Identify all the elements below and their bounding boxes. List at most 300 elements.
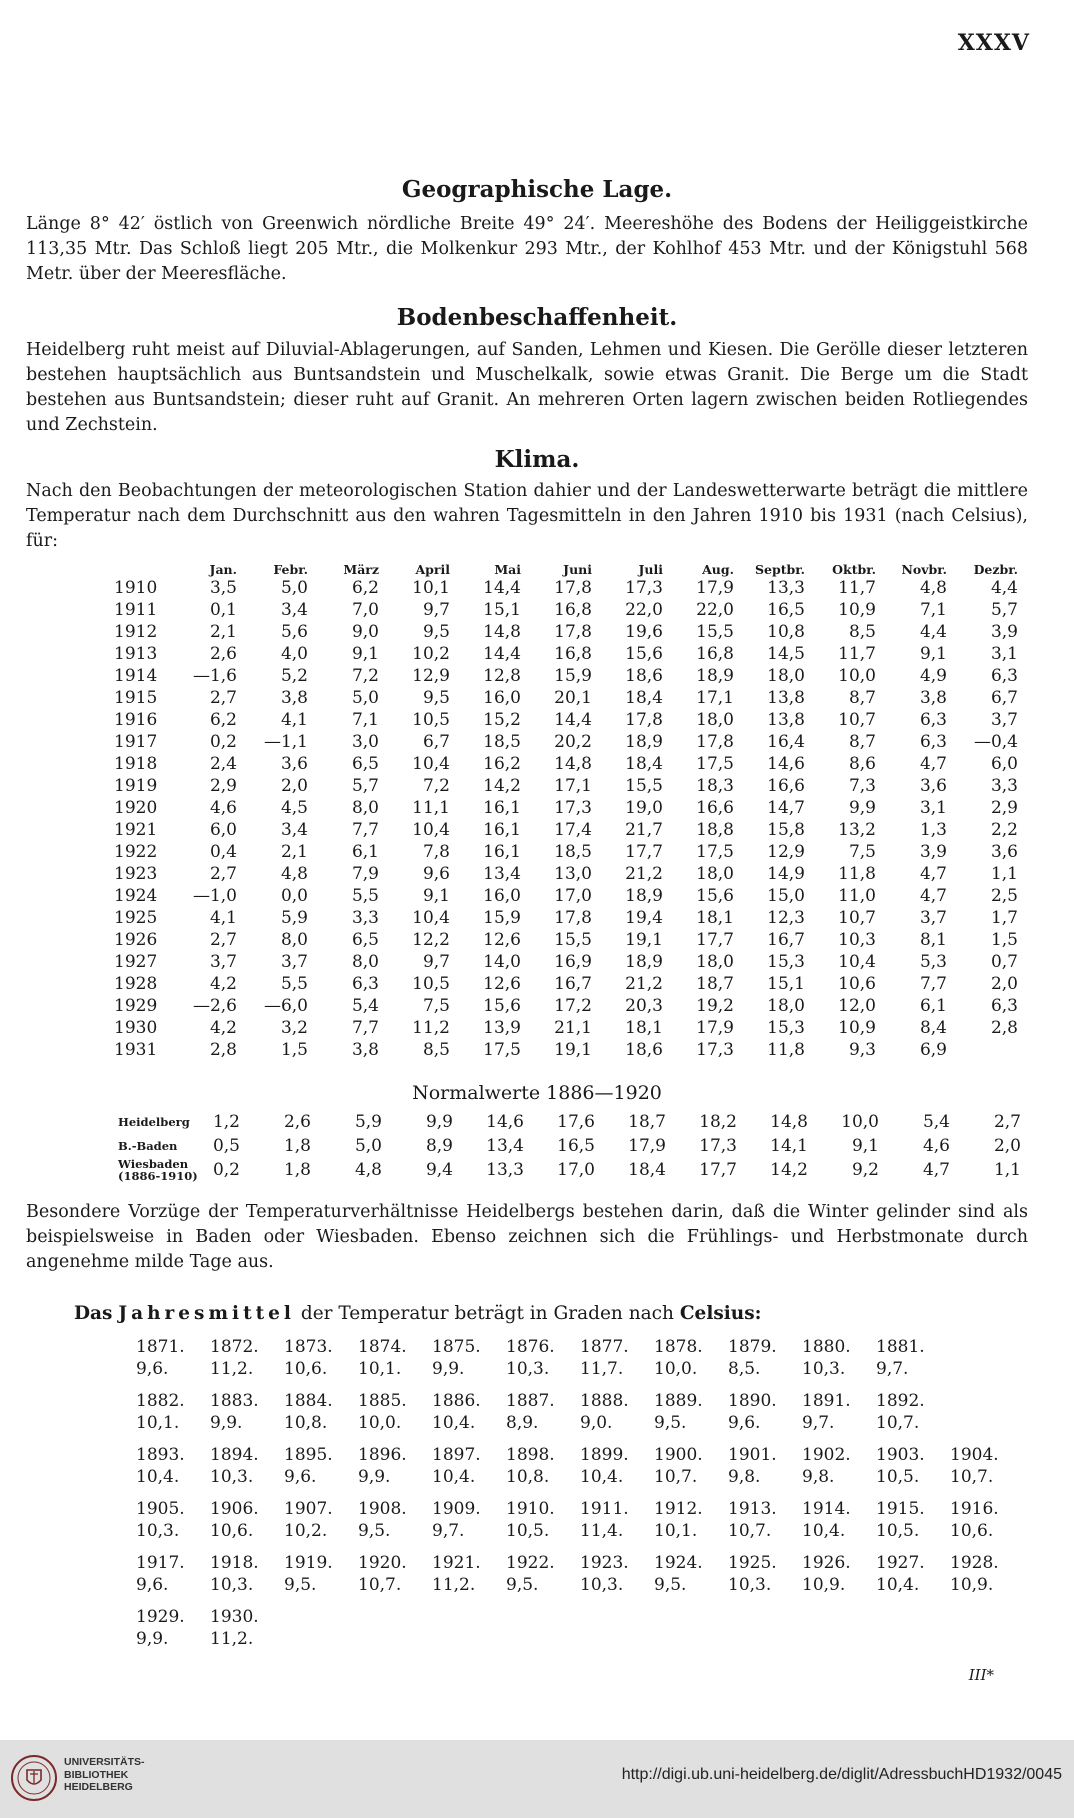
temperature-cell: 18,0 [696,864,734,884]
annual-year: 1929. [136,1607,185,1627]
temperature-cell: 6,2 [351,578,379,598]
temperature-cell: 3,1 [919,798,947,818]
annual-mean-value: 10,4. [802,1521,846,1541]
normal-values-row [118,1110,1021,1134]
temperature-cell: —0,4 [973,732,1018,752]
year-cell: 1930 [114,1018,158,1038]
normal-value-cell: 4,6 [922,1136,950,1156]
annual-year: 1926. [802,1553,851,1573]
temperature-cell: 8,0 [351,952,379,972]
temperature-cell: 7,7 [919,974,947,994]
annual-value-row [136,1628,1024,1650]
annual-mean-group [136,1444,1024,1488]
paragraph-bodenbeschaffenheit: Heidelberg ruht meist auf Diluvial-Ablagerungen, auf Sanden, Lehmen und Kiesen. Die Gerölle dieser letzteren bestehen hauptsächlich aus Buntsandstein und Muschelkalk, sowie etwas Granit. Die Berge um die Stadt bestehen aus Buntsandstein; dieser ruht auf Granit. An mehreren Orten lagern zwischen beiden Rotliegendes und Zechstein. [26,340,1028,435]
temperature-cell: 16,0 [483,688,521,708]
station-label-cell [118,1110,204,1134]
temperature-row [114,775,1018,797]
temperature-cell: 14,6 [767,754,805,774]
annual-mean-value: 11,2. [210,1359,254,1379]
annual-mean-value: 10,6. [210,1521,254,1541]
annual-year: 1911. [580,1499,629,1519]
year-cell: 1928 [114,974,158,994]
normal-values-row [118,1134,1021,1158]
annual-year: 1918. [210,1553,259,1573]
temperature-cell: 17,8 [554,578,592,598]
annual-mean-value: 10,5. [506,1521,550,1541]
temperature-cell: 7,5 [422,996,450,1016]
annual-year-row [136,1444,1024,1466]
temperature-cell: 12,0 [838,996,876,1016]
month-header: Juli [638,562,663,577]
annual-year: 1912. [654,1499,703,1519]
temperature-cell: 3,7 [919,908,947,928]
annual-year: 1903. [876,1445,925,1465]
signature-mark: III* [968,1666,994,1684]
year-cell: 1925 [114,908,158,928]
annual-year: 1896. [358,1445,407,1465]
temperature-cell: 6,5 [351,930,379,950]
temperature-cell: 2,6 [209,644,237,664]
temperature-cell: 4,8 [919,578,947,598]
temperature-row [114,709,1018,731]
normal-value-cell: 14,2 [770,1160,808,1180]
temperature-cell: 3,7 [209,952,237,972]
annual-value-row [136,1520,1024,1542]
temperature-cell: 20,1 [554,688,592,708]
temperature-cell: 4,7 [919,754,947,774]
normal-value-cell: 2,7 [993,1112,1021,1132]
temperature-cell: 4,0 [280,644,308,664]
temperature-cell: 6,2 [209,710,237,730]
normal-value-cell: 13,3 [486,1160,524,1180]
temperature-cell: 16,9 [554,952,592,972]
temperature-row [114,599,1018,621]
temperature-cell: 11,0 [838,886,876,906]
temperature-cell: 16,2 [483,754,521,774]
temperature-cell: 10,4 [412,908,450,928]
annual-mean-value: 11,4. [580,1521,624,1541]
month-header: März [343,562,379,577]
year-cell: 1918 [114,754,158,774]
annual-mean-value: 10,1. [654,1521,698,1541]
temperature-cell: 0,7 [990,952,1018,972]
temperature-cell: 15,6 [483,996,521,1016]
annual-value-row [136,1466,1024,1488]
year-cell: 1929 [114,996,158,1016]
temperature-cell: 20,2 [554,732,592,752]
temperature-cell: 2,1 [209,622,237,642]
annual-year: 1925. [728,1553,777,1573]
temperature-cell: 1,5 [280,1040,308,1060]
temperature-cell: 16,1 [483,820,521,840]
station-sublabel: (1886-1910) [118,1169,198,1183]
temperature-cell: 3,9 [919,842,947,862]
normal-value-cell: 14,8 [770,1112,808,1132]
year-cell: 1915 [114,688,158,708]
annual-year: 1877. [580,1337,629,1357]
normal-value-cell: 5,9 [354,1112,382,1132]
temperature-cell: 18,5 [483,732,521,752]
annual-year: 1885. [358,1391,407,1411]
normal-value-cell: 17,6 [557,1112,595,1132]
normal-value-cell: 18,2 [699,1112,737,1132]
temperature-cell: 11,7 [838,644,876,664]
temperature-row [114,621,1018,643]
annual-mean-value: 9,9. [210,1413,243,1433]
annual-value-row [136,1574,1024,1596]
heading-klima: Klima. [494,446,580,473]
annual-mean-value: 9,0. [580,1413,613,1433]
temperature-cell: 14,5 [767,644,805,664]
annual-year: 1908. [358,1499,407,1519]
temperature-cell: 10,2 [412,644,450,664]
annual-year-row [136,1552,1024,1574]
temperature-cell: 7,5 [848,842,876,862]
temperature-cell: 0,2 [209,732,237,752]
temperature-row [114,863,1018,885]
temperature-cell: 11,8 [838,864,876,884]
annual-year: 1878. [654,1337,703,1357]
temperature-cell: 11,1 [412,798,450,818]
temperature-cell: 4,9 [919,666,947,686]
temperature-cell: 2,8 [990,1018,1018,1038]
temperature-row [114,819,1018,841]
annual-year: 1914. [802,1499,851,1519]
annual-title-spaced: Jahresmittel [118,1303,295,1324]
month-header: Jan. [209,562,237,577]
annual-year: 1894. [210,1445,259,1465]
annual-title-end: Celsius: [679,1303,762,1324]
temperature-cell: 18,9 [625,952,663,972]
annual-year: 1924. [654,1553,703,1573]
temperature-cell: 10,7 [838,908,876,928]
temperature-cell: 16,6 [696,798,734,818]
temperature-cell: 18,1 [696,908,734,928]
annual-year: 1898. [506,1445,555,1465]
temperature-cell: 13,0 [554,864,592,884]
annual-year: 1890. [728,1391,777,1411]
temperature-cell: 2,2 [990,820,1018,840]
temperature-row [114,929,1018,951]
annual-year: 1927. [876,1553,925,1573]
temperature-cell: 5,3 [919,952,947,972]
temperature-cell: 10,4 [412,820,450,840]
temperature-cell: 17,9 [696,578,734,598]
temperature-cell: 13,2 [838,820,876,840]
temperature-cell: 4,1 [280,710,308,730]
normal-values-table [118,1110,1021,1182]
temperature-cell: 15,9 [554,666,592,686]
temperature-cell: 3,7 [990,710,1018,730]
temperature-cell: 21,7 [625,820,663,840]
temperature-cell: 12,3 [767,908,805,928]
temperature-cell: 7,2 [422,776,450,796]
temperature-row [114,951,1018,973]
annual-year: 1876. [506,1337,555,1357]
year-cell: 1910 [114,578,158,598]
temperature-cell: 1,5 [990,930,1018,950]
temperature-cell: 22,0 [696,600,734,620]
normal-value-cell: 9,1 [851,1136,879,1156]
temperature-cell: 15,1 [767,974,805,994]
temperature-cell: 7,7 [351,1018,379,1038]
temperature-cell: 15,6 [696,886,734,906]
year-cell: 1921 [114,820,158,840]
temperature-cell: 6,1 [919,996,947,1016]
year-cell: 1916 [114,710,158,730]
temperature-cell: 21,1 [554,1018,592,1038]
temperature-cell: 2,0 [990,974,1018,994]
annual-mean-value: 9,5. [284,1575,317,1595]
temperature-cell: 12,2 [412,930,450,950]
annual-mean-value: 8,5. [728,1359,761,1379]
temperature-cell: —1,1 [263,732,308,752]
temperature-cell: 6,7 [422,732,450,752]
temperature-cell: 8,5 [848,622,876,642]
annual-mean-value: 10,3. [728,1575,772,1595]
temperature-cell: 4,4 [919,622,947,642]
temperature-cell: 22,0 [625,600,663,620]
normal-value-cell: 5,4 [922,1112,950,1132]
temperature-cell: 17,5 [483,1040,521,1060]
temperature-cell: 3,4 [280,600,308,620]
annual-mean-value: 9,7. [432,1521,465,1541]
temperature-cell: 12,9 [767,842,805,862]
university-seal-icon [10,1754,58,1802]
temperature-cell: 12,6 [483,930,521,950]
annual-mean-value: 9,5. [654,1575,687,1595]
temperature-cell: 9,7 [422,952,450,972]
temperature-cell: 8,6 [848,754,876,774]
annual-year-row [136,1606,1024,1628]
temperature-cell: 17,7 [696,930,734,950]
paragraph-klima: Nach den Beobachtungen der meteorologischen Station dahier und der Landeswetterwarte beträgt die mittlere Temperatur nach dem Durchschnitt aus den wahren Tagesmitteln in den Jahren 1910 bis 1931 (nach Celsius), für: [26,481,1028,551]
annual-year: 1889. [654,1391,703,1411]
month-header: Septbr. [754,562,805,577]
temperature-cell: 2,9 [990,798,1018,818]
paragraph-geographische-lage: Länge 8° 42′ östlich von Greenwich nördliche Breite 49° 24′. Meereshöhe des Bodens der Heiliggeistkirche 113,35 Mtr. Das Schloß liegt 205 Mtr., die Molkenkur 293 Mtr., der Kohlhof 453 Mtr. und der Königstuhl 568 Metr. über der Meeresfläche. [26,214,1028,284]
page-number: XXXV [957,30,1030,56]
annual-mean-value: 9,8. [802,1467,835,1487]
temperature-cell: 16,0 [483,886,521,906]
temperature-cell: 5,7 [990,600,1018,620]
normal-values-row [118,1158,1021,1182]
temperature-cell: 19,4 [625,908,663,928]
temperature-cell: 3,4 [280,820,308,840]
temperature-cell: 11,8 [767,1040,805,1060]
annual-mean-value: 10,3. [210,1467,254,1487]
temperature-cell: 17,3 [625,578,663,598]
annual-year: 1875. [432,1337,481,1357]
temperature-cell: —1,6 [192,666,237,686]
normal-values-title: Normalwerte 1886—1920 [412,1082,662,1104]
annual-year: 1884. [284,1391,333,1411]
annual-year: 1907. [284,1499,333,1519]
annual-year: 1930. [210,1607,259,1627]
year-cell: 1926 [114,930,158,950]
annual-mean-value: 10,5. [876,1521,920,1541]
annual-mean-value: 10,3. [136,1521,180,1541]
temperature-cell: 18,7 [696,974,734,994]
temperature-cell: 10,0 [838,666,876,686]
year-cell: 1919 [114,776,158,796]
temperature-cell: 3,3 [990,776,1018,796]
annual-mean-value: 10,1. [358,1359,402,1379]
temperature-cell: 13,4 [483,864,521,884]
temperature-cell: 9,0 [351,622,379,642]
temperature-cell: 2,9 [209,776,237,796]
annual-mean-value: 9,6. [136,1575,169,1595]
temperature-cell: 16,6 [767,776,805,796]
temperature-cell: 17,4 [554,820,592,840]
temperature-cell: 6,3 [990,666,1018,686]
month-header: Oktbr. [832,562,876,577]
temperature-cell: 19,1 [554,1040,592,1060]
temperature-cell: 10,8 [767,622,805,642]
temperature-cell: 14,7 [767,798,805,818]
temperature-cell: 2,7 [209,864,237,884]
temperature-cell: 18,9 [696,666,734,686]
library-name-line: BIBLIOTHEK [64,1768,129,1781]
annual-year: 1920. [358,1553,407,1573]
temperature-cell: 5,6 [280,622,308,642]
station-label: Heidelberg [118,1115,190,1129]
temperature-cell: 21,2 [625,974,663,994]
annual-year: 1916. [950,1499,999,1519]
annual-year: 1902. [802,1445,851,1465]
annual-mean-value: 10,3. [210,1575,254,1595]
temperature-cell: 8,4 [919,1018,947,1038]
annual-year: 1888. [580,1391,629,1411]
temperature-cell: 15,5 [625,776,663,796]
temperature-cell: 17,8 [625,710,663,730]
temperature-cell: 17,8 [696,732,734,752]
annual-year: 1893. [136,1445,185,1465]
month-header: Aug. [702,562,734,577]
temperature-cell: 0,4 [209,842,237,862]
month-header: Febr. [273,562,308,577]
year-cell: 1931 [114,1040,158,1060]
month-header: April [415,562,450,577]
temperature-cell: 15,6 [625,644,663,664]
annual-year-row [136,1390,1024,1412]
year-cell: 1912 [114,622,158,642]
annual-mean-value: 10,3. [506,1359,550,1379]
annual-mean-value: 8,9. [506,1413,539,1433]
annual-mean-value: 9,8. [728,1467,761,1487]
source-url-link[interactable]: http://digi.ub.uni-heidelberg.de/diglit/AdressbuchHD1932/0045 [621,1766,1062,1783]
annual-year: 1874. [358,1337,407,1357]
temperature-cell: 9,9 [848,798,876,818]
temperature-cell: 16,1 [483,842,521,862]
annual-mean-value: 10,2. [284,1521,328,1541]
temperature-cell: 4,4 [990,578,1018,598]
annual-mean-group [136,1498,1024,1542]
temperature-cell: 6,3 [351,974,379,994]
annual-mean-value: 10,4. [876,1575,920,1595]
annual-year: 1895. [284,1445,333,1465]
temperature-cell: 9,1 [919,644,947,664]
month-header: Dezbr. [973,562,1018,577]
temperature-cell: 8,7 [848,732,876,752]
normal-value-cell: 16,5 [557,1136,595,1156]
annual-mean-value: 10,6. [950,1521,994,1541]
annual-mean-value: 10,1. [136,1413,180,1433]
month-header: Mai [494,562,521,577]
temperature-cell: 2,4 [209,754,237,774]
temperature-cell: 18,5 [554,842,592,862]
temperature-cell: 18,0 [767,666,805,686]
annual-mean-value: 10,9. [802,1575,846,1595]
temperature-cell: 5,2 [280,666,308,686]
normal-value-cell: 18,7 [628,1112,666,1132]
temperature-cell: 15,0 [767,886,805,906]
temperature-cell: 10,6 [838,974,876,994]
annual-mean-value: 10,6. [284,1359,328,1379]
temperature-cell: 7,2 [351,666,379,686]
month-header: Juni [563,562,592,577]
temperature-cell: 5,9 [280,908,308,928]
temperature-cell: 6,7 [990,688,1018,708]
temperature-cell: 5,5 [280,974,308,994]
normal-value-cell: 13,4 [486,1136,524,1156]
year-cell: 1922 [114,842,158,862]
temperature-cell: 0,1 [209,600,237,620]
normal-value-cell: 1,1 [993,1160,1021,1180]
temperature-cell: 13,8 [767,710,805,730]
temperature-cell: 14,2 [483,776,521,796]
annual-mean-value: 10,8. [506,1467,550,1487]
annual-value-row [136,1412,1024,1434]
temperature-cell: 10,5 [412,710,450,730]
normal-value-cell: 5,0 [354,1136,382,1156]
annual-mean-value: 10,4. [432,1413,476,1433]
station-label: Wiesbaden [118,1157,189,1171]
annual-year: 1900. [654,1445,703,1465]
annual-title-mid: der Temperatur beträgt in Graden nach [300,1303,674,1324]
annual-year: 1872. [210,1337,259,1357]
annual-mean-value: 9,9. [358,1467,391,1487]
annual-year-row [136,1336,1024,1358]
temperature-cell: 3,8 [351,1040,379,1060]
normal-value-cell: 17,7 [699,1160,737,1180]
year-cell: 1923 [114,864,158,884]
annual-mean-group [136,1552,1024,1596]
temperature-cell: 17,7 [625,842,663,862]
temperature-cell: 5,7 [351,776,379,796]
temperature-cell: 5,5 [351,886,379,906]
temperature-cell: 6,3 [990,996,1018,1016]
temperature-cell: 3,0 [351,732,379,752]
temperature-cell: 18,0 [696,710,734,730]
temperature-cell: 9,1 [351,644,379,664]
annual-mean-value: 9,9. [136,1629,169,1649]
annual-year: 1882. [136,1391,185,1411]
temperature-row [114,643,1018,665]
temperature-cell: 6,1 [351,842,379,862]
temperature-cell: 4,7 [919,886,947,906]
normal-value-cell: 1,8 [283,1136,311,1156]
temperature-cell: 3,6 [280,754,308,774]
temperature-cell: 2,7 [209,688,237,708]
temperature-cell: 17,3 [696,1040,734,1060]
temperature-cell: —1,0 [192,886,237,906]
normal-value-cell: 9,9 [425,1112,453,1132]
temperature-cell: 16,4 [767,732,805,752]
temperature-cell: 19,1 [625,930,663,950]
temperature-cell: 18,6 [625,1040,663,1060]
temperature-cell: 0,0 [280,886,308,906]
